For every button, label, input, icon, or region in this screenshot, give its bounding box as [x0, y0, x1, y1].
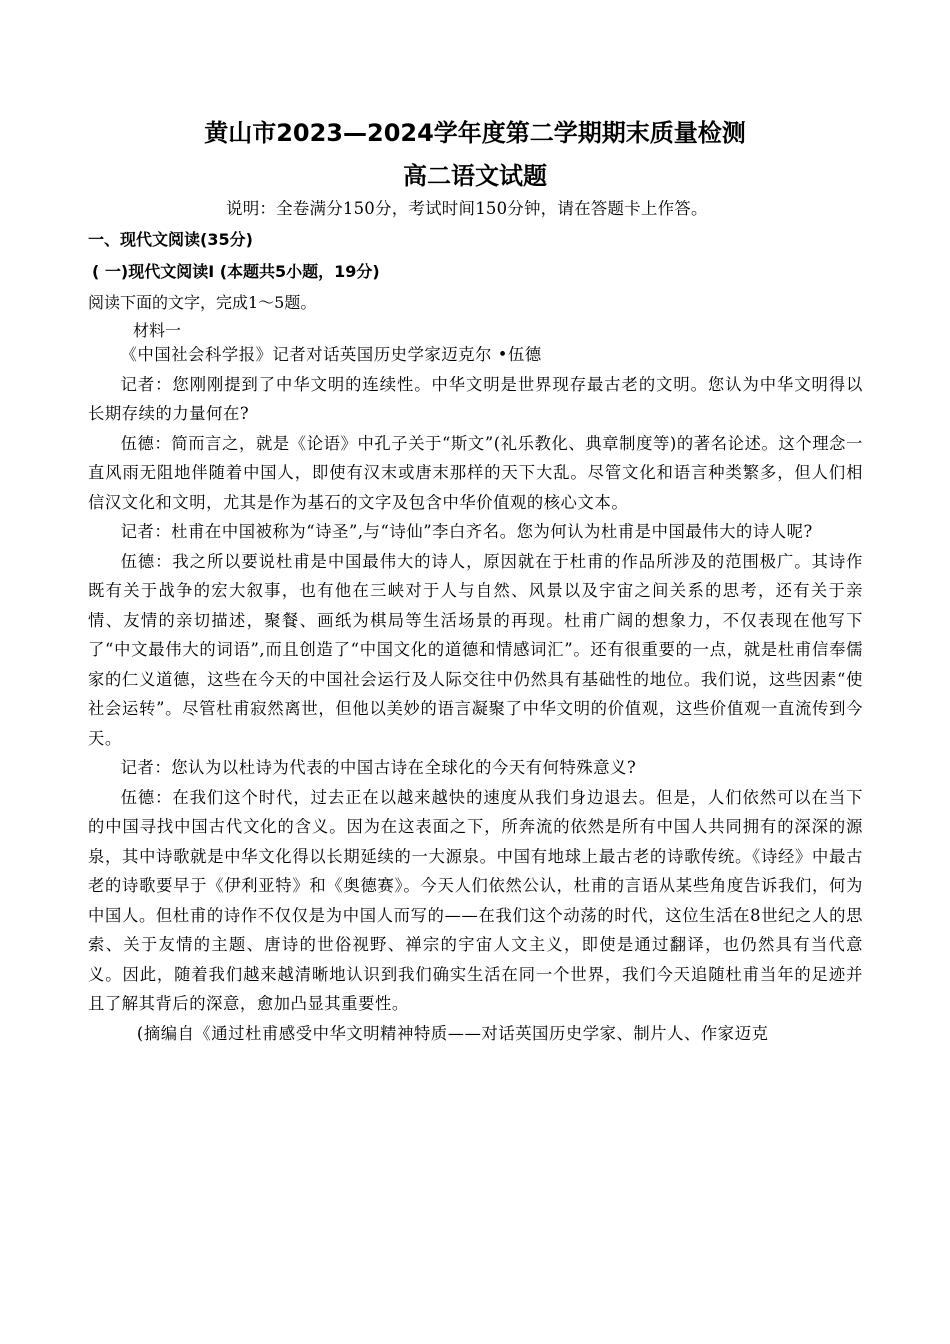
section-subheading: ( 一)现代文阅读Ⅰ (本题共5小题，19分)	[92, 262, 380, 281]
passage-body	[88, 340, 863, 1048]
exam-subtitle: 高二语文试题	[403, 162, 547, 190]
source-citation: (摘编自《通过杜甫感受中华文明精神特质——对话英国历史学家、制片人、作家迈克	[136, 1023, 769, 1043]
passage-paragraph: 记者：您认为以杜诗为代表的中国古诗在全球化的今天有何特殊意义?	[120, 758, 637, 777]
passage-paragraph: 伍德：在我们这个时代，过去正在以越来越快的速度从我们身边退去。但是，人们依然可以在当下的中国寻找中国古代文化的含义。因为在这表面之下，所奔流的依然是所有中国人共同拥有的深深的源泉，其中诗歌就是中华文化得以长期延续的一大源泉。中国有地球上最古老的诗歌传统。《诗经》中最古老的诗歌要早于《伊利亚特》和《奥德赛》。今天人们依然公认，杜甫的言语从某些角度告诉我们，何为中国人。但杜甫的诗作不仅仅是为中国人而写的——在我们这个动荡的时代，这位生活在8世纪之人的思索、关于友情的主题、唐诗的世俗视野、禅宗的宇宙人文主义，即使是通过翻译，也仍然具有当代意义。因此，随着我们越来越清晰地认识到我们确实生活在同一个世界，我们今天追随杜甫当年的足迹并且了解其背后的深意，愈加凸显其重要性。	[88, 787, 863, 1013]
material-label: 材料一	[133, 321, 182, 340]
section-heading: 一、现代文阅读(35分)	[88, 230, 253, 249]
passage-paragraph: 记者：您刚刚提到了中华文明的连续性。中华文明是世界现存最古老的文明。您认为中华文明得以长期存续的力量何在?	[88, 374, 863, 423]
passage-paragraph: 记者：杜甫在中国被称为“诗圣”,与“诗仙”李白齐名。您为何认为杜甫是中国最伟大的诗人呢?	[120, 522, 813, 541]
exam-note: 说明：全卷满分150分，考试时间150分钟，请在答题卡上作答。	[226, 199, 708, 218]
passage-paragraph: 伍德：简而言之，就是《论语》中孔子关于“斯文”(礼乐教化、典章制度等)的著名论述。这个理念一直风雨无阻地伴随着中国人，即使有汉末或唐末那样的天下大乱。尽管文化和语言种类繁多，但人们相信汉文化和文明，尤其是作为基石的文字及包含中华价值观的核心文本。	[88, 433, 863, 512]
reading-instruction: 阅读下面的文字，完成1～5题。	[88, 293, 317, 312]
passage-paragraph: 伍德：我之所以要说杜甫是中国最伟大的诗人，原因就在于杜甫的作品所涉及的范围极广。其诗作既有关于战争的宏大叙事，也有他在三峡对于人与自然、风景以及宇宙之间关系的思考，还有关于亲情、友情的亲切描述，聚餐、画纸为棋局等生活场景的再现。杜甫广阔的想象力，不仅表现在他写下了“中文最伟大的词语”,而且创造了“中国文化的道德和情感词汇”。还有很重要的一点，就是杜甫信奉儒家的仁义道德，这些在今天的中国社会运行及人际交往中仍然具有基础性的地位。我们说，这些因素“使社会运转”。尽管杜甫寂然离世，但他以美妙的语言凝聚了中华文明的价值观，这些价值观一直流传到今天。	[88, 551, 863, 748]
passage-intro: 《中国社会科学报》记者对话英国历史学家迈克尔 •伍德	[120, 345, 542, 364]
exam-title: 黄山市2023—2024学年度第二学期期末质量检测	[204, 119, 746, 147]
